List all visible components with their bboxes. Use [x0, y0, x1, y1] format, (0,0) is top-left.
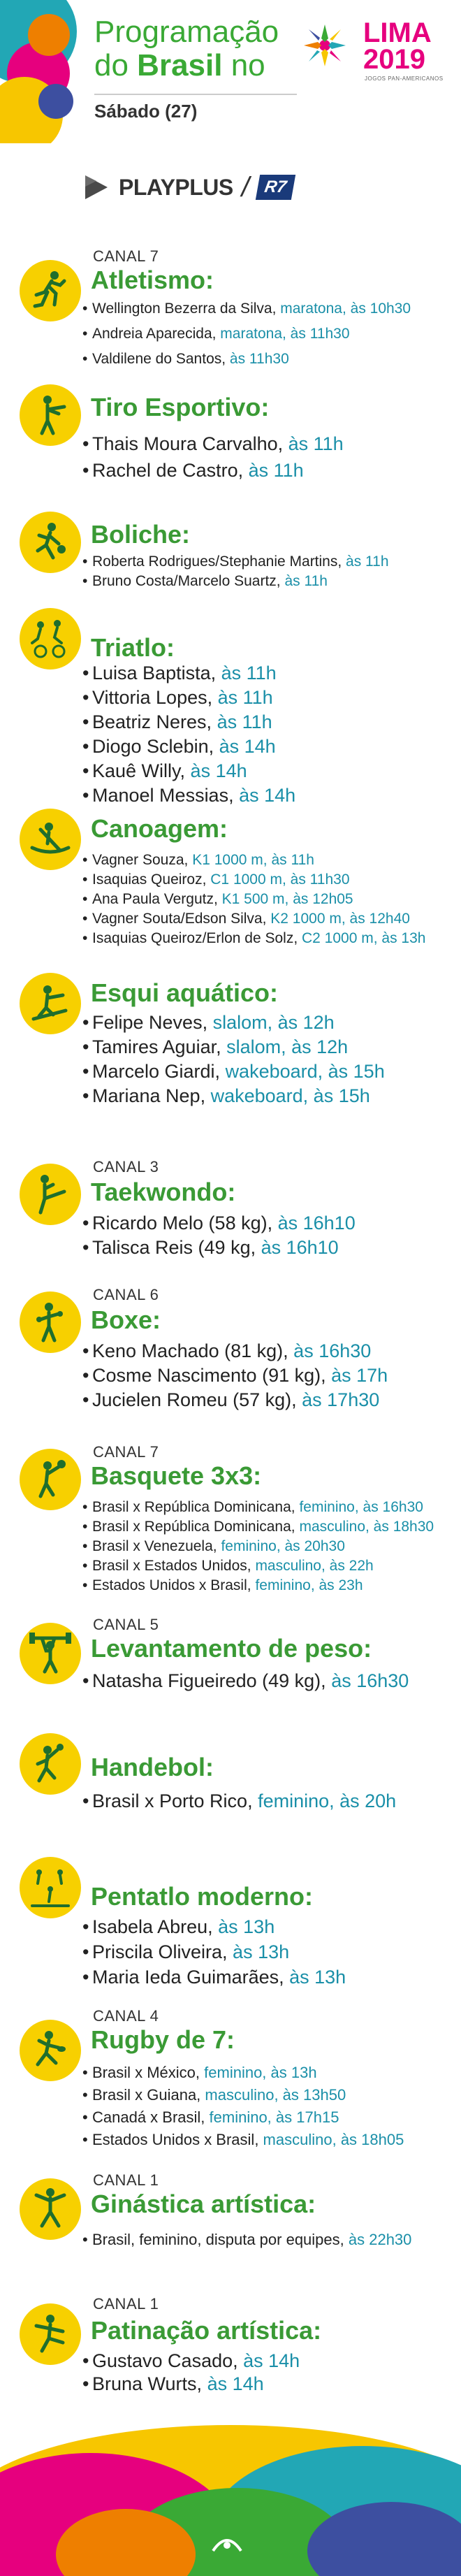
- entry-list: [82, 661, 295, 808]
- entry-list: [82, 1914, 346, 1990]
- list-item: • Vagner Souta/Edson Silva, K2 1000 m, às 12h40: [82, 909, 425, 929]
- water-ski-athlete-icon: [27, 980, 74, 1027]
- sport-badge: [20, 260, 81, 321]
- bowling-athlete-icon: [27, 519, 74, 566]
- list-item: • Manoel Messias, às 14h: [82, 783, 295, 808]
- sport-badge: [20, 1857, 81, 1918]
- channel-label: CANAL 4: [93, 2007, 159, 2025]
- lima-subtitle: JOGOS PAN-AMERICANOS: [365, 75, 444, 82]
- title-line-1: Programação: [94, 15, 279, 49]
- list-item: • Brasil x México, feminino, às 13h: [82, 2062, 404, 2084]
- lima-emblem-footer-icon: [206, 2530, 248, 2558]
- list-item: • Estados Unidos x Brasil, masculino, às 18h05: [82, 2129, 404, 2151]
- skating-athlete-icon: [27, 2310, 74, 2358]
- lima-2019-emblem-icon: [300, 21, 349, 70]
- list-item: • Mariana Nep, wakeboard, às 15h: [82, 1084, 385, 1108]
- boxing-athlete-icon: [27, 1298, 74, 1346]
- list-item: • Brasil x Estados Unidos, masculino, às 22h: [82, 1556, 434, 1576]
- sport-badge: [20, 1733, 81, 1795]
- sport-title: Tiro Esportivo:: [91, 393, 270, 421]
- entry-list: [82, 1667, 409, 1694]
- title-line-2: do Brasil no: [94, 48, 265, 82]
- list-item: • Bruno Costa/Marcelo Suartz, às 11h: [82, 572, 389, 591]
- broadcaster-brand: [82, 170, 293, 205]
- channel-label: CANAL 5: [93, 1616, 159, 1633]
- list-item: • Gustavo Casado, às 14h: [82, 2350, 300, 2373]
- sport-badge: [20, 2303, 81, 2365]
- list-item: • Natasha Figueiredo (49 kg), às 16h30: [82, 1667, 409, 1694]
- sport-badge: [20, 1623, 81, 1684]
- basketball-athlete-icon: [27, 1456, 74, 1503]
- channel-label: CANAL 1: [93, 2171, 159, 2189]
- sport-title: Boliche:: [91, 520, 191, 549]
- list-item: • Ana Paula Vergutz, K1 500 m, às 12h05: [82, 890, 425, 909]
- sport-badge: [20, 608, 81, 670]
- channel-label: CANAL 7: [93, 247, 159, 265]
- sport-title: Levantamento de peso:: [91, 1634, 372, 1663]
- list-item: • Rachel de Castro, às 11h: [82, 457, 344, 484]
- running-athlete-icon: [27, 267, 74, 314]
- list-item: • Marcelo Giardi, wakeboard, às 15h: [82, 1059, 385, 1084]
- sport-title: Handebol:: [91, 1753, 214, 1781]
- entry-list: [82, 552, 389, 591]
- sport-badge: [20, 1449, 81, 1510]
- taekwondo-athlete-icon: [27, 1171, 74, 1218]
- sport-badge: [20, 512, 81, 573]
- decorative-footer: [0, 2397, 461, 2576]
- sport-badge: [20, 1164, 81, 1225]
- sport-title: Boxe:: [91, 1305, 161, 1334]
- sport-badge: [20, 973, 81, 1034]
- list-item: • Brasil x República Dominicana, feminino, às 16h30: [82, 1498, 434, 1517]
- sport-badge: [20, 2178, 81, 2240]
- entry-list: [82, 2350, 300, 2396]
- sport-title: Canoagem:: [91, 814, 228, 843]
- entry-list: [82, 2062, 404, 2151]
- list-item: • Jucielen Romeu (57 kg), às 17h30: [82, 1388, 388, 1412]
- list-item: • Brasil x República Dominicana, masculino, às 18h30: [82, 1517, 434, 1537]
- list-item: • Brasil x Porto Rico, feminino, às 20h: [82, 1788, 396, 1814]
- channel-label: CANAL 6: [93, 1286, 159, 1303]
- entry-list: [82, 430, 344, 484]
- list-item: • Maria Ieda Guimarães, às 13h: [82, 1964, 346, 1990]
- list-item: • Tamires Aguiar, slalom, às 12h: [82, 1035, 385, 1059]
- list-item: • Priscila Oliveira, às 13h: [82, 1939, 346, 1964]
- r7-logo: R7: [256, 175, 295, 200]
- channel-label: CANAL 3: [93, 1158, 159, 1175]
- list-item: • Canadá x Brasil, feminino, às 17h15: [82, 2106, 404, 2129]
- date-label: Sábado (27): [94, 101, 198, 122]
- list-item: • Estados Unidos x Brasil, feminino, às 23h: [82, 1576, 434, 1595]
- list-item: • Brasil x Guiana, masculino, às 13h50: [82, 2084, 404, 2106]
- sport-badge: [20, 1291, 81, 1353]
- list-item: • Bruna Wurts, às 14h: [82, 2373, 300, 2396]
- list-item: • Andreia Aparecida, maratona, às 11h30: [82, 324, 411, 344]
- list-item: • Luisa Baptista, às 11h: [82, 661, 295, 686]
- list-item: • Beatriz Neres, às 11h: [82, 710, 295, 735]
- decorative-pattern-left: [0, 0, 84, 143]
- triathlon-athlete-icon: [27, 615, 74, 663]
- sport-badge: [20, 2020, 81, 2081]
- list-item: • Valdilene do Santos, às 11h30: [82, 349, 411, 369]
- entry-list: [82, 1011, 385, 1108]
- weightlifting-athlete-icon: [27, 1630, 74, 1677]
- page-title: [94, 15, 279, 82]
- list-item: • Cosme Nascimento (91 kg), às 17h: [82, 1363, 388, 1388]
- handball-athlete-icon: [27, 1740, 74, 1788]
- gymnastics-athlete-icon: [27, 2185, 74, 2233]
- list-item: • Isabela Abreu, às 13h: [82, 1914, 346, 1939]
- pentathlon-athlete-icon: [27, 1864, 74, 1911]
- list-item: • Roberta Rodrigues/Stephanie Martins, às 11h: [82, 552, 389, 572]
- entry-list: [82, 851, 425, 948]
- sport-title: Triatlo:: [91, 633, 175, 662]
- entry-list: [82, 1498, 434, 1595]
- list-item: • Brasil, feminino, disputa por equipes, às 22h30: [82, 2229, 411, 2251]
- brand-separator: /: [241, 171, 249, 203]
- list-item: • Keno Machado (81 kg), às 16h30: [82, 1339, 388, 1363]
- list-item: • Kauê Willy, às 14h: [82, 759, 295, 783]
- entry-list: [82, 1211, 356, 1260]
- sport-title: Esqui aquático:: [91, 978, 279, 1007]
- rugby-athlete-icon: [27, 2027, 74, 2074]
- header: [0, 0, 461, 143]
- list-item: • Felipe Neves, slalom, às 12h: [82, 1011, 385, 1035]
- sport-title: Ginástica artística:: [91, 2190, 316, 2218]
- list-item: • Ricardo Melo (58 kg), às 16h10: [82, 1211, 356, 1236]
- list-item: • Isaquias Queiroz/Erlon de Solz, C2 1000 m, às 13h: [82, 929, 425, 948]
- sport-title: Pentatlo moderno:: [91, 1882, 314, 1911]
- list-item: • Talisca Reis (49 kg, às 16h10: [82, 1236, 356, 1260]
- entry-list: [82, 299, 411, 369]
- list-item: • Diogo Sclebin, às 14h: [82, 735, 295, 759]
- playplus-logo-icon: [82, 173, 110, 202]
- sport-badge: [20, 809, 81, 870]
- entry-list: [82, 1788, 396, 1814]
- sport-title: Rugby de 7:: [91, 2025, 235, 2054]
- channel-label: CANAL 1: [93, 2295, 159, 2313]
- list-item: • Wellington Bezerra da Silva, maratona, às 10h30: [82, 299, 411, 319]
- sport-title: Atletismo:: [91, 266, 214, 294]
- list-item: • Vagner Souza, K1 1000 m, às 11h: [82, 851, 425, 870]
- list-item: • Brasil x Venezuela, feminino, às 20h30: [82, 1537, 434, 1556]
- sport-badge: [20, 384, 81, 446]
- sport-title: Patinação artística:: [91, 2316, 322, 2345]
- title-divider: [94, 94, 297, 95]
- list-item: • Vittoria Lopes, às 11h: [82, 686, 295, 710]
- sport-title: Taekwondo:: [91, 1178, 236, 1206]
- playplus-label: PLAYPLUS: [119, 174, 233, 200]
- sport-title: Basquete 3x3:: [91, 1461, 262, 1490]
- canoe-athlete-icon: [27, 816, 74, 863]
- shooting-athlete-icon: [27, 391, 74, 439]
- lima-2019-logo: LIMA 2019: [363, 17, 432, 75]
- channel-label: CANAL 7: [93, 1443, 159, 1461]
- entry-list: [82, 2229, 411, 2251]
- entry-list: [82, 1339, 388, 1412]
- list-item: • Thais Moura Carvalho, às 11h: [82, 430, 344, 457]
- list-item: • Isaquias Queiroz, C1 1000 m, às 11h30: [82, 870, 425, 890]
